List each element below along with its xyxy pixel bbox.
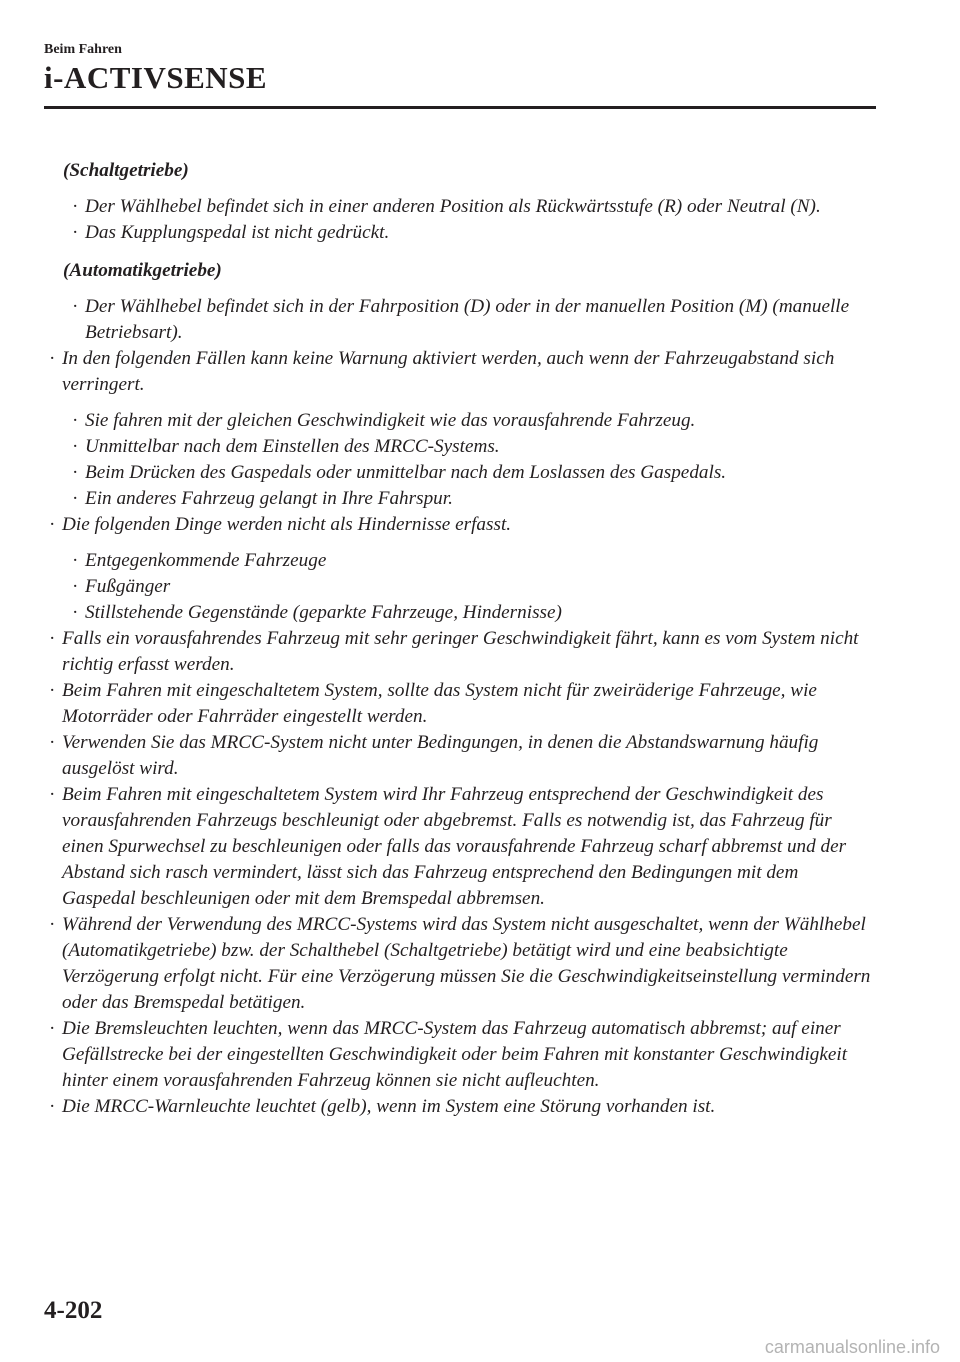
watermark: carmanualsonline.info [764,1337,940,1357]
chapter-title: i-ACTIVSENSE [44,60,268,95]
list-item: · Der Wählhebel befindet sich in der Fahrposition (D) oder in der manuellen Position (M) (manuelle Betriebsart). [72,296,850,343]
list-item: · Entgegenkommende Fahrzeuge [46,548,876,574]
bullet: · [49,732,56,753]
list-item: · Falls ein vorausfahrendes Fahrzeug mit sehr geringer Geschwindigkeit fährt, kann es vom System nicht richtig erfasst werden. [49,628,859,675]
bullet: · [49,914,56,935]
list-item: · Das Kupplungspedal ist nicht gedrückt. [46,220,876,246]
header-divider [44,106,876,109]
bullet: · [72,576,79,597]
bullet: · [49,1018,56,1039]
list-item: · Beim Drücken des Gaspedals oder unmittelbar nach dem Loslassen des Gaspedals. [46,460,876,486]
bullet: · [49,514,56,535]
bullet: · [49,628,56,649]
list-item: · Fußgänger [46,574,876,600]
list-item: · Die MRCC-Warnleuchte leuchtet (gelb), wenn im System eine Störung vorhanden ist. [46,1094,876,1120]
bullet: · [49,348,56,369]
bullet: · [49,1096,56,1117]
bullet: · [72,196,79,217]
list-item: · Verwenden Sie das MRCC-System nicht unter Bedingungen, in denen die Abstandswarnung häufig ausgelöst wird. [49,732,819,779]
page-number: 4-202 [44,1297,103,1324]
list-item: · Stillstehende Gegenstände (geparkte Fahrzeuge, Hindernisse) [46,600,876,626]
page-body [46,158,876,1120]
bullet: · [72,436,79,457]
list-item: · Ein anderes Fahrzeug gelangt in Ihre Fahrspur. [46,486,876,512]
automatic-transmission-heading: (Automatikgetriebe) [63,260,222,281]
manual-transmission-heading: (Schaltgetriebe) [63,160,189,181]
bullet: · [72,462,79,483]
list-item: · In den folgenden Fällen kann keine Warnung aktiviert werden, auch wenn der Fahrzeugabstand sich verringert. [49,348,835,395]
bullet: · [72,222,79,243]
list-item: · Beim Fahren mit eingeschaltetem System wird Ihr Fahrzeug entsprechend der Geschwindigkeit des vorausfahrenden Fahrzeugs beschleunigt oder abgebremst. Falls es notwendig ist, das Fahrzeug für einen Spurwechsel zu beschleunigen oder falls das vorausfahrende Fahrzeug scharf abbremst und der Abstand sich rasch vermindert, lässt sich das Fahrzeug entsprechend den Bedingungen mit dem Gaspedal beschleunigen oder mit dem Bremspedal abbremsen. [49,784,847,909]
list-item: · Unmittelbar nach dem Einstellen des MRCC-Systems. [46,434,876,460]
bullet: · [49,784,56,805]
list-item: · Während der Verwendung des MRCC-Systems wird das System nicht ausgeschaltet, wenn der Wählhebel (Automatikgetriebe) bzw. der Schalthebel (Schaltgetriebe) betätigt wird und eine beabsichtigte Verzögerung erfolgt nicht. Für eine Verzögerung müssen Sie die Geschwindigkeitseinstellung vermindern oder das Bremspedal betätigen. [49,914,871,1013]
bullet: · [72,488,79,509]
section-label: Beim Fahren [44,42,122,57]
list-item: · Die folgenden Dinge werden nicht als Hindernisse erfasst. [46,512,876,538]
list-item: · Die Bremsleuchten leuchten, wenn das MRCC-System das Fahrzeug automatisch abbremst; auf einer Gefällstrecke bei der eingestellten Geschwindigkeit oder beim Fahren mit konstanter Geschwindigkeit hinter einem vorausfahrenden Fahrzeug können sie nicht aufleuchten. [49,1018,848,1091]
bullet: · [72,550,79,571]
bullet: · [72,410,79,431]
page-header [44,42,876,95]
bullet: · [72,296,79,317]
list-item: · Sie fahren mit der gleichen Geschwindigkeit wie das vorausfahrende Fahrzeug. [46,408,876,434]
list-item: · Beim Fahren mit eingeschaltetem System, sollte das System nicht für zweiräderige Fahrzeuge, wie Motorräder oder Fahrräder eingestellt werden. [49,680,817,727]
bullet: · [72,602,79,623]
bullet: · [49,680,56,701]
list-item: · Der Wählhebel befindet sich in einer anderen Position als Rückwärtsstufe (R) oder Neutral (N). [46,194,876,220]
